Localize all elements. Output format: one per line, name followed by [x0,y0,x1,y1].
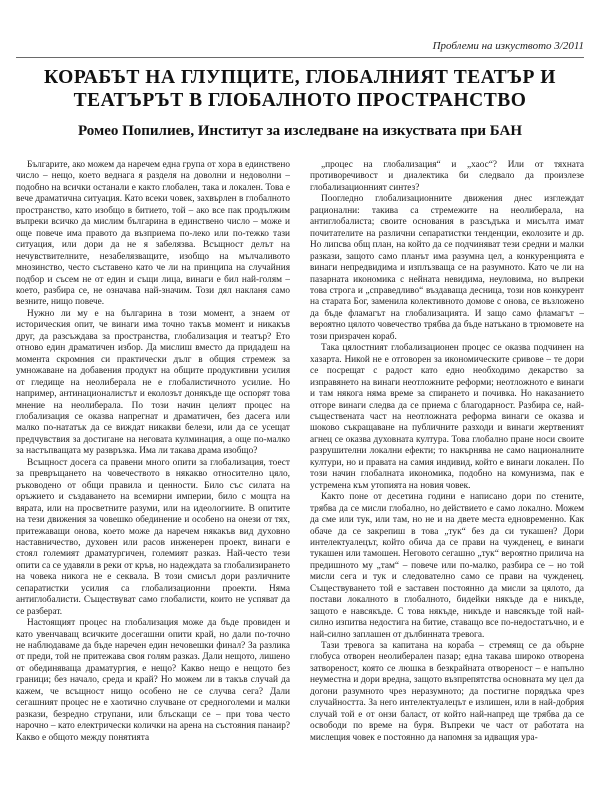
paragraph: Всъщност досега са правени много опити за глобализация, тоест за превръщането на човечеството в някакво относително цяло, ръководено от общи правила и ценности. Било със силата на оръжието и създаването на всемирни империи, било с мощта на вярата, или на просветните разуми, или на идеологиите. В опитите на тези движения за човешко обединение и особено на онези от тях, притежаващи онова, което може да наречем някакъв вид духовно наставничество, духовен или расов инженерен проект, винаги е стоял големият драматургичен, големият разказ. Най-често тези опити са се удавяли в реки от кръв, но надеждата за глобализирането на човека никога не е секвала. В този смисъл дори различните сепаратистки усилия са глобализационни проекти. Няма антиглобалисти. Съществуват само глобалисти, които не успяват да се разберат. [16,457,290,617]
article-author: Ромео Попилиев, Институт за изследване на изкуствата при БАН [77,123,523,139]
right-column [310,160,584,780]
paragraph: Българите, ако можем да наречем една група от хора в единствено число – нещо, което веднага я разделя на доволни и недоволни – подобно на всички останали е както глобален, така и локален. Това е вече драматична ситуация. Като всеки човек, захвърлен в глобалното пространство, като изобщо в битието, той – ако все пак продължим въпреки всичко да мислим българина в единствено число – може и още повече има правото да възприема по-леко или по-тежко тази ситуация, или дори да не я забелязва. Всъщност делът на нечувствителните, незабелязващите, изобщо на мълчаливото мнозинство, често съставено като че ли на принципа на случайния подбор и съсем не от един и същи лица, винаги е бил най-голям – което, разбира се, не означава най-значим. Този дял накланя само везните, нищо повече. [16,160,290,308]
paragraph: Поогледно глобализационните движения днес изглеждат рационални: такива са стремежите на неолиберала, на антиглобалиста; своите основания в разсъдъка и мисълта имат почитателите на различни сепаратистки тенденции, еколозите и др. Но липсва общ план, на който да се подчиняват тези средни и малки разкази, защото само планът има разумна цел, а конкуренцията е винаги непредвидима и изплъзваща се на разумното. Като че ли на пазарната икономика с нейната невидима, неуловима, но въпреки това строга и „справедливо“ въздаваща десница, този нов конкурент на старата Бог, заменила колективното домове с онова, се възложено да бъде фламагът на глобализацията. И защо само фламагът – вероятно цялото човечество трябва да бъде натъкано в трюмовете на този призрачен кораб. [310,194,584,342]
paragraph: „процес на глобализация“ и „хаос“? Или от тяхната противоречивост и диалектика би следвало да произлезе глобализационният синтез? [310,160,584,193]
paragraph: Нужно ли му е на българина в този момент, а знаем от историческия опит, че винаги има точно такъв момент и никакъв друг, да разсъждава за пространства, глобализация и театър? Ето отново един драматичен избор. Да мислиш вместо да придадеш на момента скромния си практически дълг в общия стремеж за умножаване на добавения продукт на общите продуктивни усилия от гледище на неолиберала не е глобалистичното усилие. Но например, антинационалистът и еколозът донякъде ще оспорят това мнение на неолиберала. По този начин целият процес на глобализация се оказва напрегнат и драматичен, без дасега или малко по-нататък да се виждат никакви белези, или да се усещат предчувствия за достигане на неговата кулминация, а още по-малко за настъпващата му развръзка. Има ли такава драма изобщо? [16,308,290,457]
article-title: КОРАБЪТ НА ГЛУПЦИТЕ, ГЛОБАЛНИЯТ ТЕАТЪР И ТЕАТЪРЪТ В ГЛОБАЛНОТО ПРОСТРАНСТВО [44,67,556,111]
header-rule [16,57,584,58]
left-column [16,160,290,780]
paragraph: Както поне от десетина години е написано дори по стените, трябва да се мисли глобално, но действието е само локално. Можем да сме или тук, или там, но не и на двете места едновременно. Как обаче да се закрепиш в това „тук“ без да си тукашен? Дори интелектуалецът, който обича да се прави на чужденец, е винаги тукашен или тамошен. Неговото сегашно „тук“ вероятно прилича на предишното му „там“ – повече или по-малко, разбира се – но той мисли сега и тук и следователно само се прави на чужденец. Съществуването той е заставен постоянно да мисли за цялото, да постави локалното в глобалното, бидейки някъде да е никъде, защото е навсякъде. С това някъде, никъде и навсякъде той най-силно изпитва недостига на битие, ставащо все по-недостатъчно, и е най-силно заплашен от дълбинната тревога. [310,492,584,640]
paragraph: Така цялостният глобализационен процес се оказва подчинен на хазарта. Никой не е отговорен за икономическите сривове – те дори се посрещат с радост като едно необходимо декарство за изправянето на винаги неотложните реформи; неотложното е винаги и там някога няма време за спирането и почивка. Но наказанието отгоре винаги следва да се приема с благодарност. Разбира се, най-съществената част на неотложната реформа винаги се оказва и шоково съкращаване на публичните разходи и винаги жертвеният агнец се оказва духовната култура. Това глобално пране носи своите разрушителни локални ефекти; то накърнява не само националните култури, но и правата на самия индивид, който е винаги локален. По този начин глобалната икономика, подобно на комунизма, пак е устремена към утопията на новия човек. [310,343,584,491]
paragraph: Тази тревога за капитана на кораба – стремящ се да обърне глобуса отворен неолиберален пазар; една такава широко отворена затвореност, която се люшка в безкрайната отвореност – е напълно неуместна и дори вредна, защото възпрепятства основната му цел да догони разумното чрез неразумното; да постигне порядъка чрез случайността. За него интелектуалецът е излишен, или в най-добрия случай той е от онзи баласт, от който най-напред ще трябва да се освободи по време на буря. Въпреки че част от работата на мислещия човек е постоянно да напомня за идващия ура- [310,641,584,743]
journal-header: Проблеми на изкуството 3/2011 [432,40,584,52]
article-body [16,160,584,780]
paragraph: Настоящият процес на глобализация може да бъде провиден и като увенчаващ всичките досегашни опити край, но дали по-точно не наблюдаваме да бъде наречен един нечовешки финал? За разлика от преди, той не притежава своя голям разказ. Дали нещото, лишено от обединяваща драматургия, е нещо? Какво нещо е нещото без граници; без начало, среда и край? Но можем ли в такъв случай да кажем, че всъщност нищо особено не се случва сега? Дали сегашният процес не е хаотично случване от средноголеми и малки разкази, безредно струпани, или блъскащи се – при това често нарочно – като електрически колички на арена на състояния панаир? Какво е общото между понятията [16,618,290,743]
